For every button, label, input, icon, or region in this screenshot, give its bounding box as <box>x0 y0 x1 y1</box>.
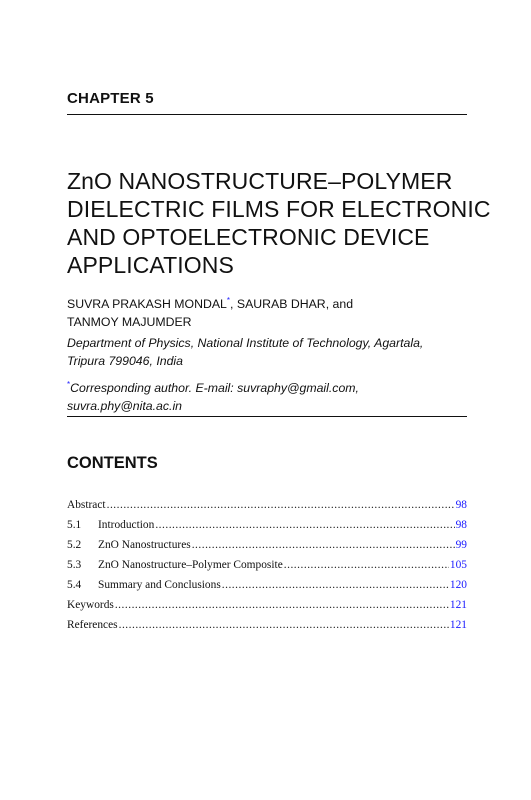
toc-label: ZnO Nanostructures <box>98 539 191 551</box>
author-name: , SAURAB DHAR, and <box>230 297 354 311</box>
toc-entry[interactable] <box>67 519 467 539</box>
toc-entry[interactable] <box>67 619 467 639</box>
toc-section-number: 5.1 <box>67 519 82 531</box>
title-line: DIELECTRIC FILMS FOR ELECTRONIC <box>67 196 491 222</box>
toc-label: Introduction <box>98 519 155 531</box>
chapter-label: CHAPTER 5 <box>67 90 154 107</box>
correspondence-line: suvra.phy@nita.ac.in <box>67 399 183 413</box>
toc-entry[interactable] <box>67 579 467 599</box>
toc-page-link[interactable]: 98 <box>455 499 467 511</box>
toc-leader-dots <box>119 619 449 631</box>
title-line: ZnO NANOSTRUCTURE–POLYMER <box>67 168 453 194</box>
title-line: APPLICATIONS <box>67 252 234 278</box>
toc-section-number: 5.4 <box>67 579 82 591</box>
toc-section-number: 5.2 <box>67 539 82 551</box>
toc-label: Keywords <box>67 599 114 611</box>
author-name: TANMOY MAJUMDER <box>67 315 192 329</box>
toc-label: References <box>67 619 118 631</box>
toc-entry[interactable] <box>67 539 467 559</box>
toc-entry[interactable] <box>67 499 467 519</box>
toc-leader-dots <box>284 559 449 571</box>
author-name: SUVRA PRAKASH MONDAL <box>67 297 227 311</box>
toc-entry[interactable] <box>67 559 467 579</box>
toc-page-link[interactable]: 120 <box>449 579 467 591</box>
toc-label: ZnO Nanostructure–Polymer Composite <box>98 559 283 571</box>
toc-leader-dots <box>115 599 449 611</box>
toc-entry[interactable] <box>67 599 467 619</box>
affiliation <box>67 334 467 370</box>
toc-page-link[interactable]: 105 <box>449 559 467 571</box>
corresponding-marker: * <box>67 380 71 389</box>
toc-section-number: 5.3 <box>67 559 82 571</box>
toc-leader-dots <box>155 519 454 531</box>
chapter-title <box>67 167 491 279</box>
toc-leader-dots <box>222 579 449 591</box>
title-line: AND OPTOELECTRONIC DEVICE <box>67 224 430 250</box>
contents-heading: CONTENTS <box>67 454 158 472</box>
toc-page-link[interactable]: 121 <box>449 619 467 631</box>
correspondence-line: Corresponding author. E-mail: suvraphy@gmail.com, <box>70 381 359 395</box>
chapter-rule <box>67 114 467 115</box>
author-list <box>67 292 467 331</box>
toc-leader-dots <box>107 499 455 511</box>
toc-leader-dots <box>192 539 455 551</box>
toc-label: Abstract <box>67 499 106 511</box>
header-rule <box>67 416 467 417</box>
corresponding-author-note <box>67 376 467 415</box>
toc-page-link[interactable]: 98 <box>455 519 467 531</box>
toc-page-link[interactable]: 99 <box>455 539 467 551</box>
toc-label: Summary and Conclusions <box>98 579 221 591</box>
affiliation-line: Tripura 799046, India <box>67 354 183 368</box>
affiliation-line: Department of Physics, National Institute of Technology, Agartala, <box>67 336 424 350</box>
corresponding-author-marker[interactable]: * <box>226 296 231 305</box>
toc-page-link[interactable]: 121 <box>449 599 467 611</box>
table-of-contents <box>67 499 467 639</box>
